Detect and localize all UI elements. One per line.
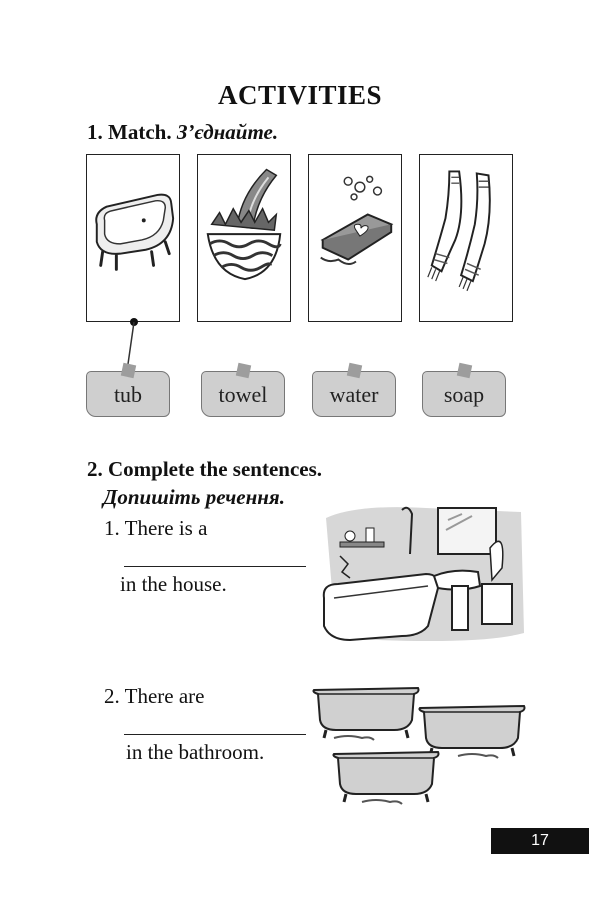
picture-box-soap[interactable] — [308, 154, 402, 322]
sentence-2-blank[interactable] — [124, 734, 306, 735]
soap-icon — [309, 155, 401, 321]
word-tag-label: water — [329, 382, 379, 407]
picture-box-bathtub[interactable] — [86, 154, 180, 322]
exercise-2-number: 2. — [87, 457, 103, 481]
page-number: 17 — [491, 828, 589, 854]
water-splash-icon — [198, 155, 290, 321]
picture-box-towel[interactable] — [419, 154, 513, 322]
word-tag-soap[interactable] — [422, 371, 506, 417]
bathroom-scene-icon — [316, 498, 530, 648]
exercise-1-heading-en: Match. — [108, 120, 172, 144]
exercise-1-heading-ua: З’єднайте. — [176, 120, 279, 144]
three-bathtubs-icon — [308, 680, 534, 810]
tape-decoration — [236, 363, 251, 378]
picture-box-water[interactable] — [197, 154, 291, 322]
sentence-1-start — [104, 514, 207, 542]
exercise-2-heading-en: Complete the sentences. — [108, 457, 323, 481]
word-tag-tub[interactable] — [86, 371, 170, 417]
tape-decoration — [121, 363, 136, 378]
word-tag-towel[interactable] — [201, 371, 285, 417]
sentence-2-start — [104, 682, 204, 710]
exercise-2-heading — [87, 455, 322, 511]
exercise-1-number: 1. — [87, 120, 103, 144]
sentence-1-blank[interactable] — [124, 566, 306, 567]
bathtub-icon — [420, 706, 525, 758]
bathtub-icon — [314, 688, 419, 740]
sentence-1-after: in the house. — [120, 572, 227, 596]
sentence-2-after: in the bathroom. — [126, 740, 265, 764]
bathtub-icon — [334, 752, 439, 804]
exercise-1-heading — [87, 120, 278, 145]
sentence-1-number: 1. — [104, 516, 120, 540]
tape-decoration — [457, 363, 472, 378]
word-tag-label: tub — [113, 382, 143, 407]
sentence-2-number: 2. — [104, 684, 120, 708]
exercise-2-heading-ua: Допишіть речення. — [103, 485, 285, 509]
tape-decoration — [347, 363, 362, 378]
sentence-2-before: There are — [124, 684, 205, 708]
word-tag-label: towel — [218, 382, 268, 407]
bathtub-icon — [87, 155, 179, 321]
word-tag-label: soap — [443, 382, 485, 407]
page-title: ACTIVITIES — [217, 80, 383, 110]
word-tag-water[interactable] — [312, 371, 396, 417]
sentence-1-before: There is a — [124, 516, 208, 540]
towel-icon — [420, 155, 512, 321]
